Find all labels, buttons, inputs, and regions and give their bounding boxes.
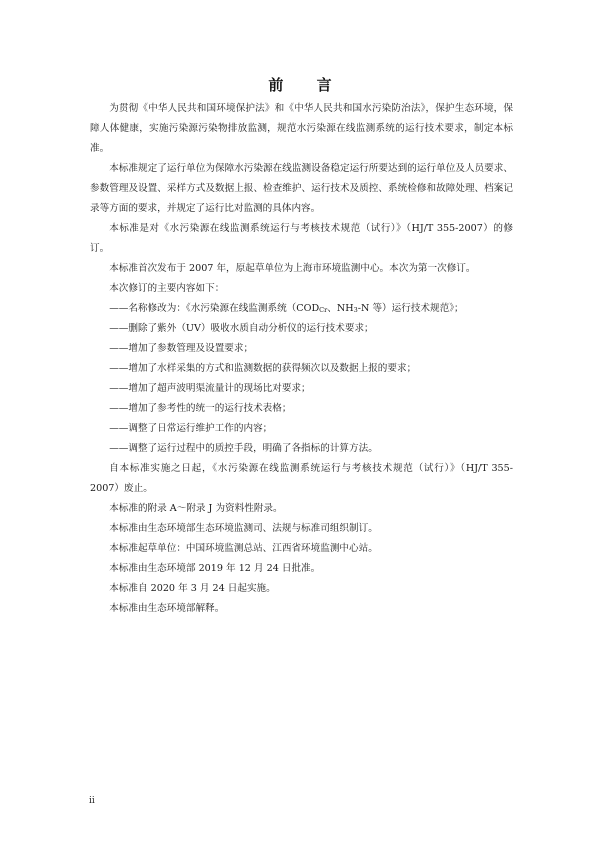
paragraph-appendix: 本标准的附录 A～附录 J 为资料性附录。 (109, 503, 283, 514)
foreword-body (90, 99, 513, 619)
paragraph-interpretation: 本标准由生态环境部解释。 (109, 603, 225, 614)
revision-item-flowmeter: ——增加了超声波明渠流量计的现场比对要求； (109, 383, 311, 394)
revision-item-qc: ——调整了运行过程中的质控手段，明确了各指标的计算方法。 (109, 443, 378, 454)
revision-item-rename (90, 299, 513, 319)
revision-item-tables: ——增加了参考性的统一的运行技术表格； (109, 403, 292, 414)
paragraph-abolish: 自本标准实施之日起，《水污染源在线监测系统运行与考核技术规范（试行）》（HJ/T 355-2007）废止。 (90, 463, 513, 494)
paragraph-effective: 本标准自 2020 年 3 月 24 日起实施。 (109, 583, 276, 594)
revision-item-rename-mid: 、NH (327, 303, 354, 314)
paragraph-purpose: 为贯彻《中华人民共和国环境保护法》和《中华人民共和国水污染防治法》，保护生态环境，保障人体健康，实施污染源污染物排放监测，规范水污染源在线监测系统的运行技术要求，制定本标准。 (90, 103, 513, 154)
paragraph-scope: 本标准规定了运行单位为保障水污染源在线监测设备稳定运行所要达到的运行单位及人员要求、参数管理及设置、采样方式及数据上报、检查维护、运行技术及质控、系统检修和故障处理、档案记录等方面的要求，并规定了运行比对监测的具体内容。 (90, 163, 513, 214)
paragraph-drafters: 本标准起草单位：中国环境监测总站、江西省环境监测中心站。 (109, 543, 378, 554)
subscript-cr: Cr (319, 306, 328, 314)
page-number: ii (89, 796, 95, 806)
paragraph-history: 本标准首次发布于 2007 年，原起草单位为上海市环境监测中心。本次为第一次修订。 (109, 263, 476, 274)
revision-item-sampling: ——增加了水样采集的方式和监测数据的获得频次以及数据上报的要求； (109, 363, 417, 374)
revision-item-rename-pre: ——名称修改为：《水污染源在线监测系统（COD (109, 303, 320, 314)
paragraph-revision-intro: 本次修订的主要内容如下： (109, 283, 225, 294)
paragraph-approval: 本标准由生态环境部 2019 年 12 月 24 日批准。 (109, 563, 321, 574)
page-title: 前 言 (268, 76, 346, 94)
revision-item-uv: ——删除了紫外（UV）吸收水质自动分析仪的运行技术要求； (109, 323, 374, 334)
subscript-3: 3 (353, 306, 358, 314)
revision-item-rename-post: -N 等）运行技术规范》； (357, 303, 464, 314)
revision-item-params: ——增加了参数管理及设置要求； (109, 343, 254, 354)
paragraph-organizer: 本标准由生态环境部生态环境监测司、法规与标准司组织制订。 (109, 523, 378, 534)
paragraph-revision-of: 本标准是对《水污染源在线监测系统运行与考核技术规范（试行）》（HJ/T 355-2007）的修订。 (90, 223, 513, 254)
revision-item-maintenance: ——调整了日常运行维护工作的内容； (109, 423, 273, 434)
